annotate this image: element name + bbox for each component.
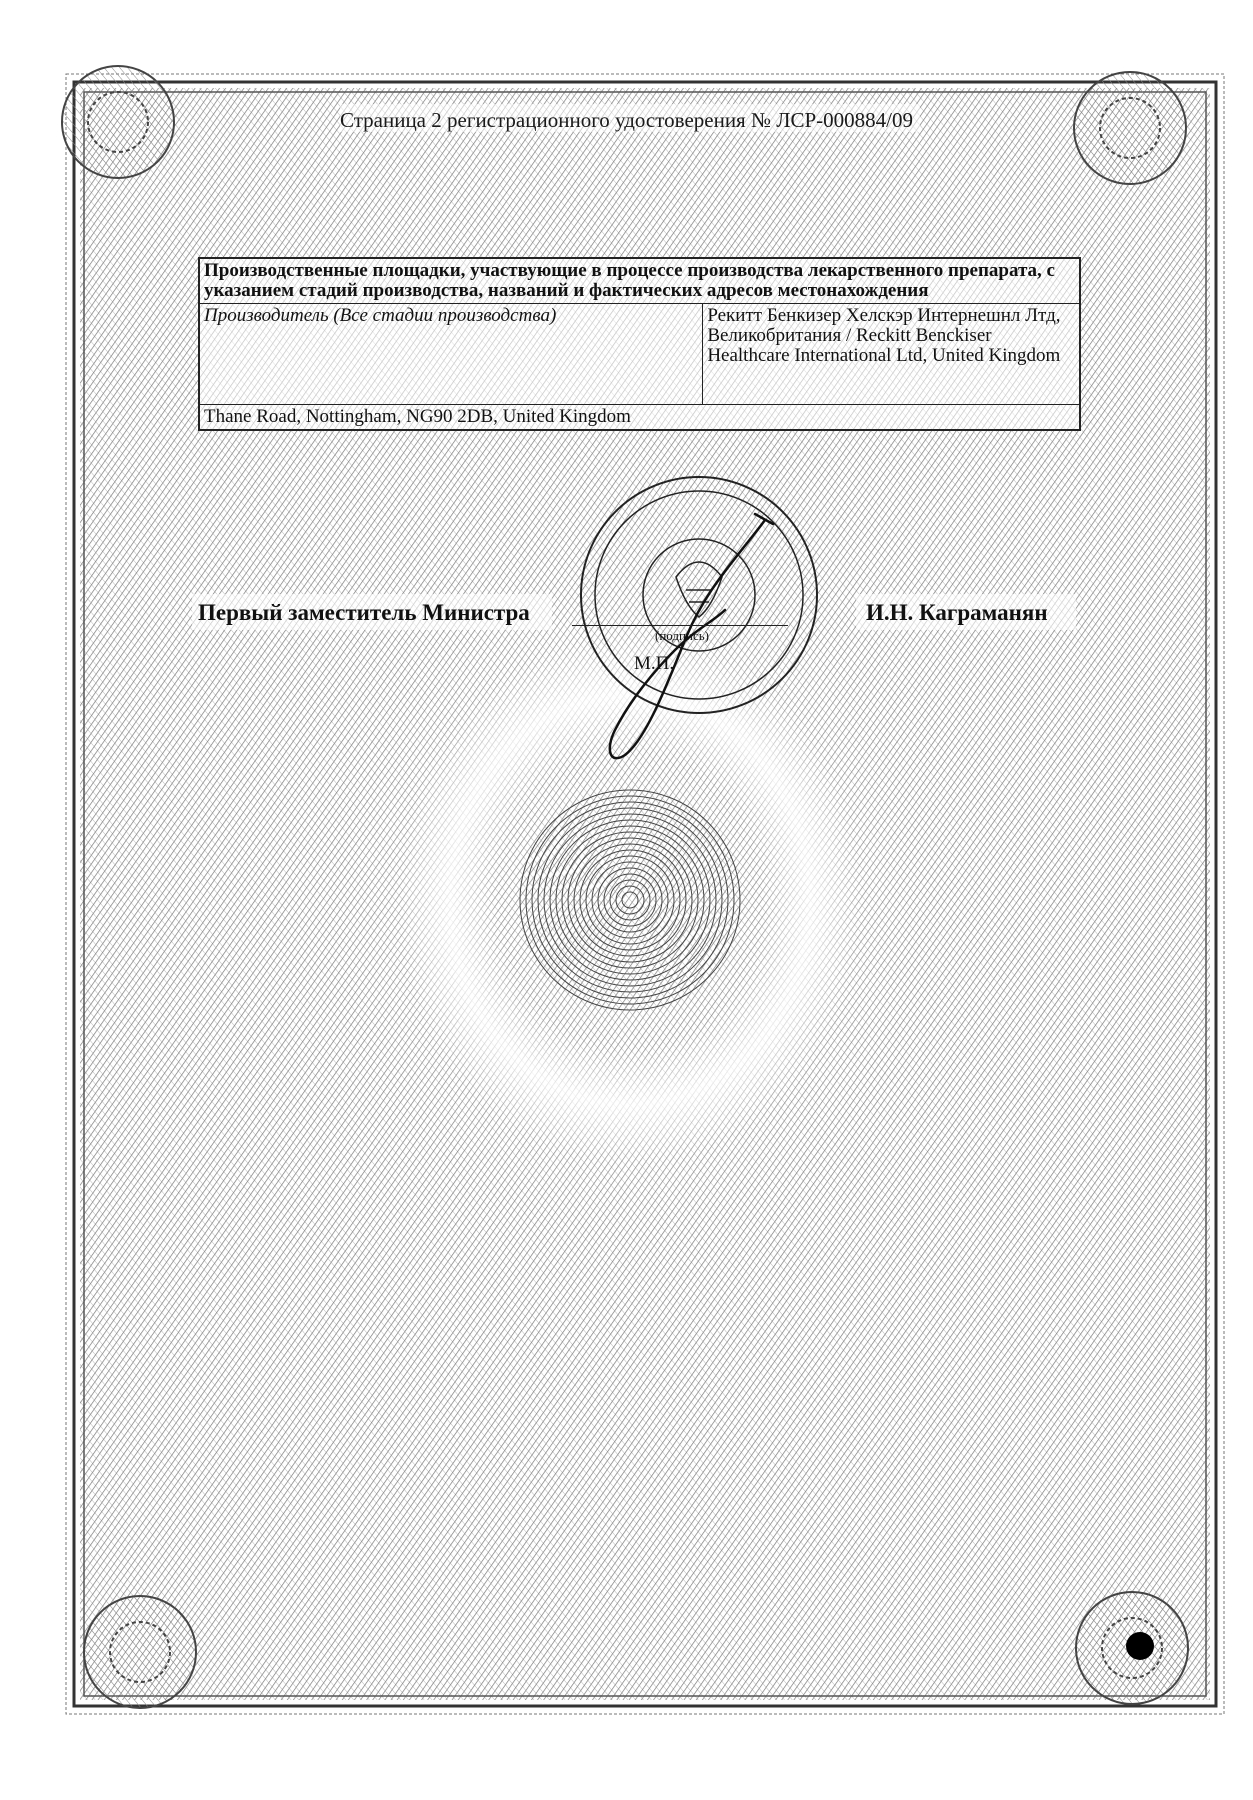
corner-ornament-bottom-right	[1076, 1592, 1188, 1704]
corner-ornament-bottom-left	[84, 1596, 196, 1708]
production-sites-table	[198, 257, 1081, 431]
seal-place-label: М.П.	[634, 653, 675, 674]
table-row	[199, 405, 1080, 431]
manufacturer-role-cell: Производитель (Все стадии производства)	[199, 304, 703, 405]
signer-name: И.Н. Каграманян	[866, 600, 1048, 625]
signer-position: Первый заместитель Министра	[198, 600, 530, 625]
manufacturer-address-cell: Thane Road, Nottingham, NG90 2DB, United Kingdom	[199, 405, 1080, 431]
table-header-row	[199, 258, 1080, 304]
signature-caption: (подпись)	[655, 628, 709, 643]
table-row	[199, 304, 1080, 405]
page-header: Страница 2 регистрационного удостоверения № ЛСР-000884/09	[339, 108, 914, 132]
manufacturer-name-cell: Рекитт Бенкизер Хелскэр Интернешнл Лтд, Великобритания / Reckitt Benckiser Healthcare International Ltd, United Kingdom	[703, 304, 1080, 405]
table-heading: Производственные площадки, участвующие в процессе производства лекарственного препарата, с указанием стадий производства, названий и фактических адресов местонахождения	[199, 258, 1080, 304]
signature-line	[572, 625, 788, 626]
